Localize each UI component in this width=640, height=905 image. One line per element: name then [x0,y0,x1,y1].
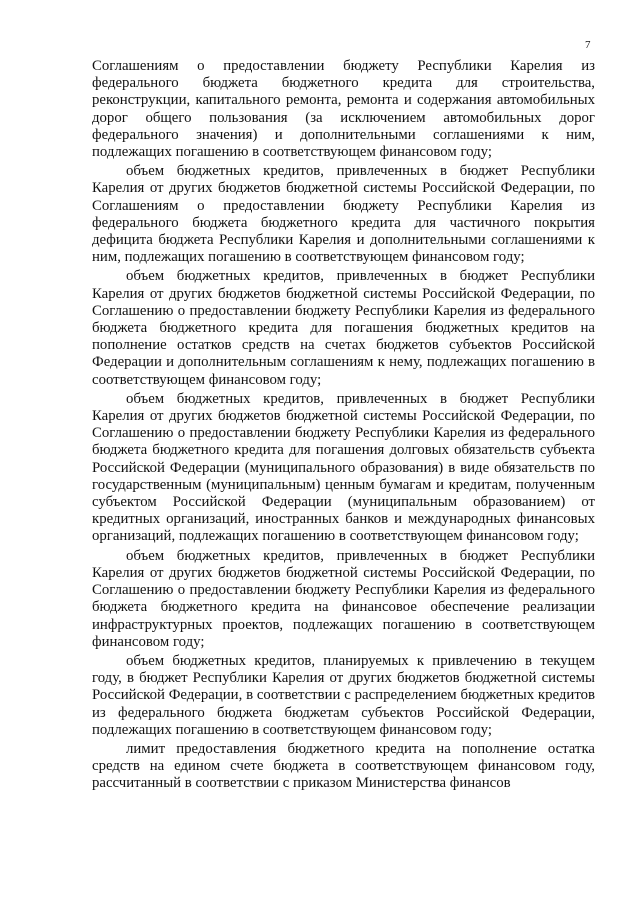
document-body [92,58,595,793]
paragraph-debt-repayment-credits: объем бюджетных кредитов, привлеченных в бюджет Республики Карелия от других бюджетов бюджетной системы Российской Федерации, по Соглашению о предоставлении бюджету Республики Карелия из федерального бюджета бюджетного кредита для погашения долговых обязательств субъекта Российской Федерации (муниципального образования) в виде обязательств по государственным (муниципальным) ценным бумагам и кредитам, полученным субъектом Российской Федерации (муниципальным образованием) от кредитных организаций, иностранных банков и международных финансовых организаций, подлежащих погашению в соответствующем финансовом году; [92,390,595,545]
page-number: 7 [585,39,591,51]
paragraph-infrastructure-credits: объем бюджетных кредитов, привлеченных в бюджет Республики Карелия от других бюджетов бюджетной системы Российской Федерации, по Соглашению о предоставлении бюджету Республики Карелия из федерального бюджета бюджетного кредита на финансовое обеспечение реализации инфраструктурных проектов, подлежащих погашению в соответствующем финансовом году; [92,547,595,650]
paragraph-credit-limit: лимит предоставления бюджетного кредита на пополнение остатка средств на едином счете бюджета в соответствующем финансовом году, рассчитанный в соответствии с приказом Министерства финансов [92,740,595,792]
paragraph-budget-deficit-credits: объем бюджетных кредитов, привлеченных в бюджет Республики Карелия от других бюджетов бюджетной системы Российской Федерации, по Соглашениям о предоставлении бюджету Республики Карелия из федерального бюджета бюджетного кредита для частичного покрытия дефицита бюджета Республики Карелия и дополнительными соглашениями к ним, подлежащих погашению в соответствующем финансовом году; [92,163,595,266]
paragraph-planned-credits: объем бюджетных кредитов, планируемых к привлечению в текущем году, в бюджет Республики Карелия от других бюджетов бюджетной системы Российской Федерации, в соответствии с распределением бюджетных кредитов из федерального бюджета бюджетам субъектов Российской Федерации, подлежащих погашению в соответствующем финансовом году; [92,652,595,738]
paragraph-refinancing-credits: объем бюджетных кредитов, привлеченных в бюджет Республики Карелия от других бюджетов бюджетной системы Российской Федерации, по Соглашению о предоставлении бюджету Республики Карелия из федерального бюджета бюджетного кредита для погашения бюджетных кредитов на пополнение остатков средств на счетах бюджетов субъектов Российской Федерации и дополнительным соглашениям к нему, подлежащих погашению в соответствующем финансовом году; [92,268,595,388]
paragraph-continuation: Соглашениям о предоставлении бюджету Республики Карелия из федерального бюджета бюджетного кредита для строительства, реконструкции, капитального ремонта, ремонта и содержания автомобильных дорог общего пользования (за исключением автомобильных дорог федерального значения) и дополнительными соглашениями к ним, подлежащих погашению в соответствующем финансовом году; [92,58,595,161]
